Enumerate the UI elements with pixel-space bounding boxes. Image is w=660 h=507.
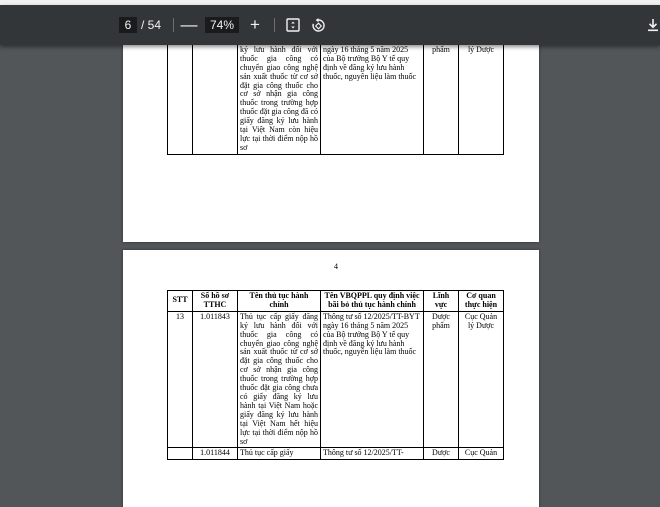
page-separator: / (140, 18, 145, 32)
header-procedure-name: Tên thủ tục hành chính (238, 291, 321, 312)
header-stt: STT (168, 291, 193, 312)
pdf-toolbar (0, 5, 660, 45)
table-row (168, 448, 504, 460)
header-agency: Cơ quan thực hiện (459, 291, 504, 312)
cell-agency: lý Dược (459, 36, 504, 155)
rotate-button[interactable] (308, 5, 328, 45)
toolbar-divider (173, 18, 174, 32)
cell-code: 1.011844 (193, 448, 238, 460)
procedures-table-continued (167, 35, 504, 155)
cell-legal-document: Thông tư số 12/2025/TT- (321, 448, 424, 460)
toolbar-divider (274, 18, 275, 32)
table-row (168, 36, 504, 155)
cell-procedure-name: Thủ tục cấp giấy đăng ký lưu hành đối với thuốc gia công có chuyển giao công nghệ sản xuất thuốc từ cơ sở đặt gia công thuốc cho cơ sở nhận gia công thuốc trong trường hợp thuốc đặt gia công chưa có giấy đăng ký lưu hành tại Việt Nam hoặc giấy đăng ký lưu hành tại Việt Nam hết hiệu lực tại thời điểm nộp hồ sơ (238, 311, 321, 448)
cell-field: phẩm (424, 36, 459, 155)
zoom-in-button[interactable]: + (250, 15, 260, 34)
cell-code: 1.011843 (193, 311, 238, 448)
rotate-icon (311, 18, 326, 33)
header-legal-document: Tên VBQPPL quy định việc bãi bỏ thủ tục hành chính (321, 291, 424, 312)
zoom-level-input[interactable]: 74% (205, 17, 239, 33)
cell-stt: 13 (168, 311, 193, 448)
table-header-row (168, 291, 504, 312)
cell-agency: Cục Quản (459, 448, 504, 460)
cell-stt (168, 448, 193, 460)
download-icon (647, 18, 659, 32)
cell-procedure-name: Thủ tục cấp giấy (238, 448, 321, 460)
cell-legal-document: ngày 16 tháng 5 năm 2025 của Bộ trưởng Bộ Y tế quy định về đăng ký lưu hành thuốc, nguyên liệu làm thuốc (321, 36, 424, 155)
cell-code (193, 36, 238, 155)
fit-page-button[interactable] (283, 5, 303, 45)
table-row (168, 311, 504, 448)
page-number-label: 4 (334, 262, 338, 271)
cell-legal-document: Thông tư số 12/2025/TT-BYT ngày 16 tháng 5 năm 2025 của Bộ trưởng Bộ Y tế quy định về đăng ký lưu hành thuốc, nguyên liệu làm thuốc (321, 311, 424, 448)
download-button[interactable] (644, 5, 660, 45)
cell-agency: Cục Quản lý Dược (459, 311, 504, 448)
cell-field: Dược (424, 448, 459, 460)
header-code: Số hồ sơ TTHC (193, 291, 238, 312)
cell-stt (168, 36, 193, 155)
cell-field: Dược phẩm (424, 311, 459, 448)
total-pages: 54 (147, 18, 162, 32)
cell-procedure-name: ký lưu hành đối với thuốc gia công có chuyển giao công nghệ sản xuất thuốc từ cơ sở đặt gia công thuốc cho cơ sở nhận gia công thuốc trong trường hợp thuốc đặt gia công đã có giấy đăng ký lưu hành tại Việt Nam còn hiệu lực tại thời điểm nộp hồ sơ (238, 36, 321, 155)
zoom-out-button[interactable]: — (180, 15, 198, 34)
page-number-input[interactable]: 6 (119, 17, 137, 33)
header-field: Lĩnh vực (424, 291, 459, 312)
page-count (140, 5, 162, 45)
fit-page-icon (286, 18, 300, 32)
procedures-table (167, 290, 504, 460)
